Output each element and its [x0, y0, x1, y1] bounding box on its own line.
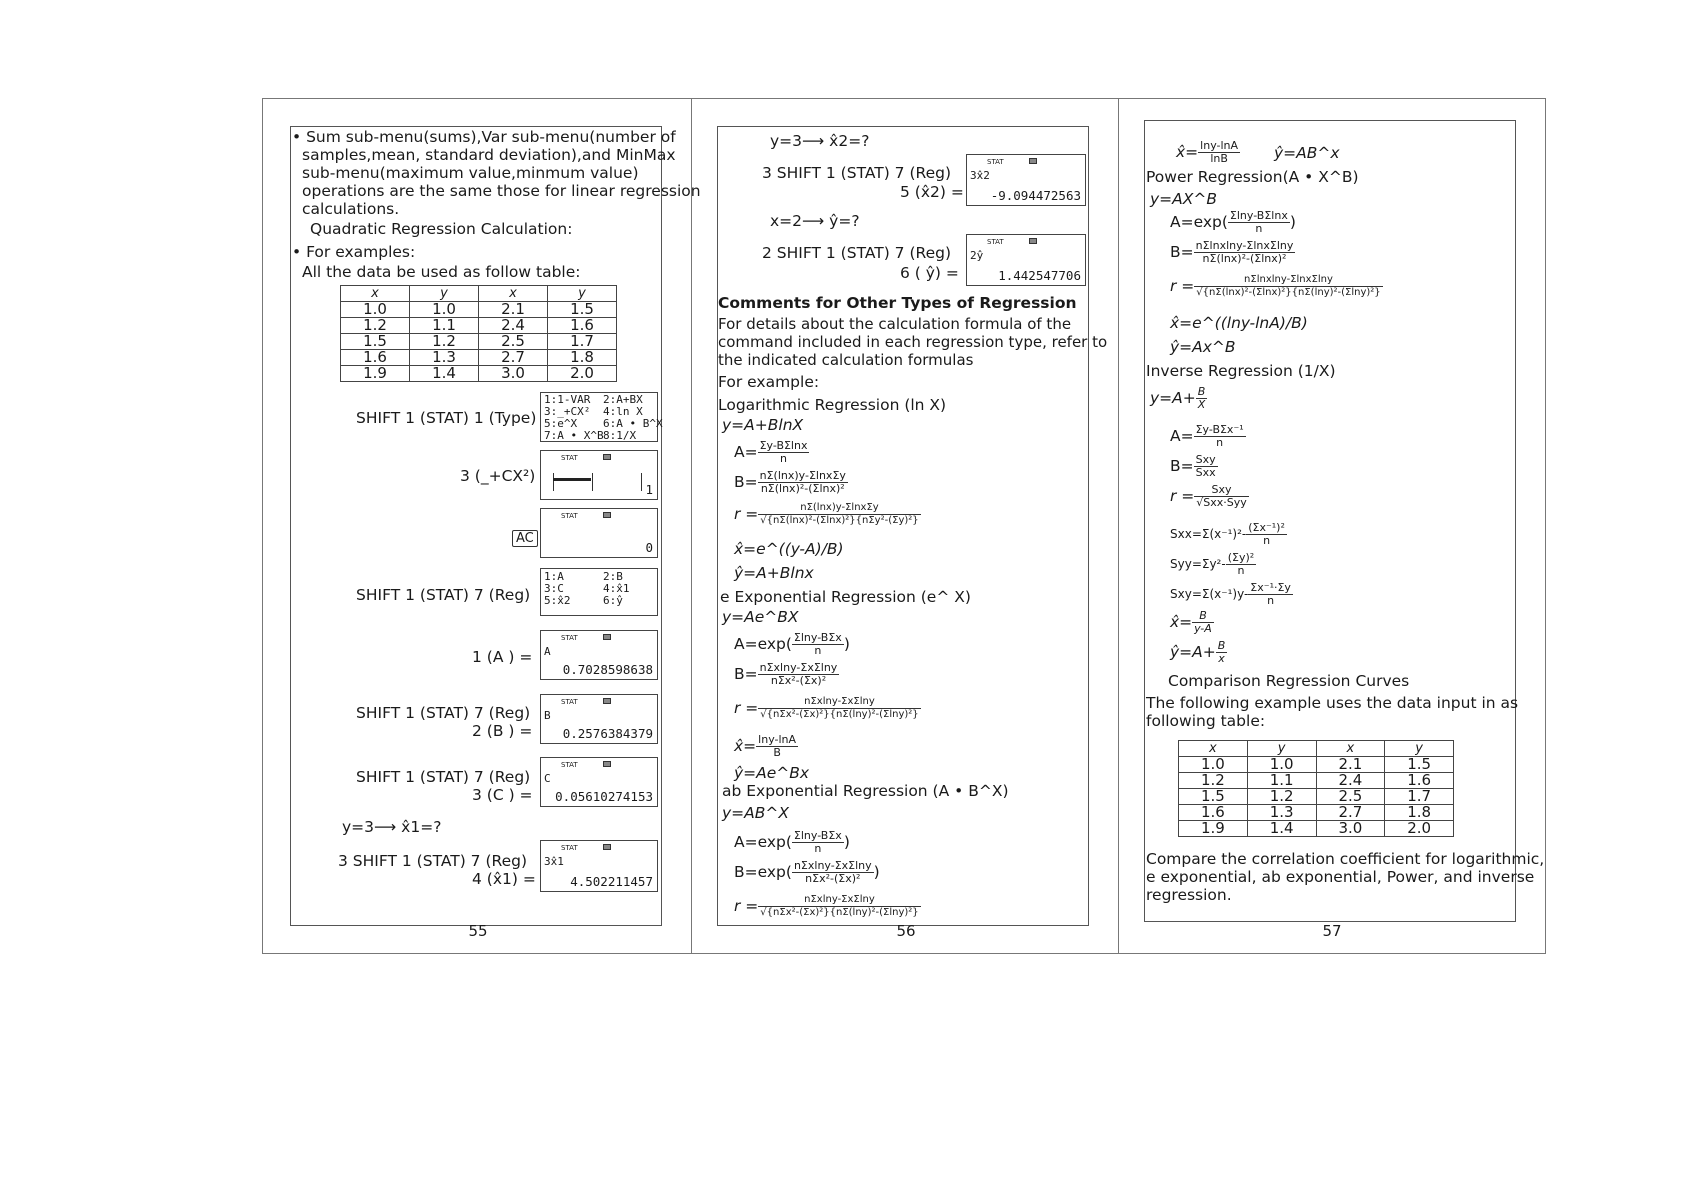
table-cell: 1.0	[410, 302, 479, 318]
display-label: 3x̂2	[970, 169, 990, 182]
table-cell: 1.2	[1247, 789, 1316, 805]
result-display-x2	[966, 154, 1086, 206]
key-sequence: SHIFT 1 (STAT) 7 (Reg)	[356, 768, 531, 786]
table-cell: 1.8	[1385, 805, 1454, 821]
formula-b	[734, 860, 880, 885]
page-divider	[691, 99, 692, 953]
text-line: e exponential, ab exponential, Power, and inverse	[1146, 868, 1535, 886]
formula-label: ŷ=A+	[1170, 643, 1216, 661]
key-sequence: 3 SHIFT 1 (STAT) 7 (Reg)	[762, 164, 952, 182]
table-cell: 2.5	[479, 334, 548, 350]
formula-xhat	[1176, 140, 1240, 165]
denominator: Sxx	[1195, 466, 1216, 479]
formula-label: y=A+	[1150, 389, 1196, 407]
formula-label: r =	[1170, 277, 1195, 295]
denominator: X	[1197, 398, 1206, 411]
denominator: √Sxx·Syy	[1196, 496, 1247, 509]
table-cell: 1.9	[1179, 821, 1248, 837]
denominator: n	[1267, 594, 1275, 607]
formula-b	[1170, 240, 1295, 265]
table-header: y	[1247, 741, 1316, 757]
result-display-c	[540, 757, 658, 807]
stat-indicator: STAT	[987, 238, 1004, 246]
key-sequence: 3 SHIFT 1 (STAT) 7 (Reg)	[338, 852, 528, 870]
page-number: 57	[1322, 922, 1342, 940]
formula-label: A=	[734, 443, 758, 461]
menu-item: 5:e^X	[544, 417, 578, 430]
battery-icon	[603, 698, 611, 704]
table-cell: 1.1	[1247, 773, 1316, 789]
section-title: Comparison Regression Curves	[1168, 672, 1410, 690]
formula-label: A=exp(	[734, 635, 792, 653]
formula: x̂=e^((y-A)/B)	[734, 540, 844, 558]
denominator: nΣx²-(Σx)²	[770, 674, 827, 687]
formula-sxy	[1170, 582, 1293, 607]
table-header: x	[1179, 741, 1248, 757]
formula-label: B=	[734, 473, 758, 491]
formula: ŷ=AB^x	[1274, 144, 1340, 162]
reg-menu-display	[540, 568, 658, 616]
battery-icon	[603, 634, 611, 640]
numerator: nΣlnxlny-ΣlnxΣlny	[1194, 274, 1382, 287]
table-cell: 1.0	[1179, 757, 1248, 773]
formula-label: B=exp(	[734, 863, 792, 881]
formula-label: r =	[1170, 487, 1195, 505]
formula-r	[734, 894, 921, 919]
formula: ŷ=Ae^Bx	[734, 764, 810, 782]
text-line: The following example uses the data input in as	[1146, 694, 1519, 712]
formula-label: B=	[1170, 457, 1194, 475]
key-sequence: 2 (B ) =	[472, 722, 533, 740]
numerator: B	[1217, 639, 1226, 652]
menu-item: 2:B	[603, 570, 623, 583]
display-value: 0.2576384379	[562, 726, 653, 741]
table-cell: 2.0	[548, 366, 617, 382]
numerator: Σlny-BΣx	[793, 829, 842, 842]
stat-indicator: STAT	[987, 158, 1004, 166]
table-cell: 1.6	[341, 350, 410, 366]
formula-label: Sxx=Σ(x⁻¹)²-	[1170, 527, 1247, 541]
paren: )	[1289, 213, 1296, 231]
numerator: nΣxlny-ΣxΣlny	[758, 696, 920, 709]
formula-eq	[1150, 386, 1207, 411]
numerator: Σlny-BΣx	[793, 631, 842, 644]
table-cell: 2.1	[1316, 757, 1385, 773]
text-line: samples,mean, standard deviation),and MinMax	[302, 146, 676, 164]
table-cell: 2.5	[1316, 789, 1385, 805]
text-line: • For examples:	[292, 243, 416, 261]
table-cell: 1.4	[1247, 821, 1316, 837]
key-sequence: 3 (C ) =	[472, 786, 533, 804]
table-cell: 1.5	[1179, 789, 1248, 805]
battery-icon	[1029, 238, 1037, 244]
formula: x̂=e^((lny-lnA)/B)	[1170, 314, 1308, 332]
formula-label: r =	[734, 505, 759, 523]
numerator: (Σy)²	[1227, 551, 1255, 564]
formula: y=AX^B	[1150, 190, 1218, 208]
battery-icon	[603, 454, 611, 460]
formula-label: x̂=	[734, 737, 757, 755]
table-cell: 3.0	[1316, 821, 1385, 837]
stat-indicator: STAT	[561, 761, 578, 769]
text-line: calculations.	[302, 200, 400, 218]
battery-icon	[1029, 158, 1037, 164]
text-line: For details about the calculation formula of the	[718, 315, 1072, 333]
question-line: y=3⟶ x̂2=?	[770, 132, 870, 150]
result-display-x1	[540, 840, 658, 892]
display-value: 4.502211457	[570, 874, 653, 889]
denominator: n	[1216, 436, 1224, 449]
menu-item: 1:A	[544, 570, 564, 583]
table-cell: 1.9	[341, 366, 410, 382]
numerator: lny-lnA	[1200, 139, 1239, 152]
text-line: • Sum sub-menu(sums),Var sub-menu(number of	[292, 128, 676, 146]
type-menu-display	[540, 392, 663, 442]
formula-r	[1170, 484, 1249, 509]
menu-item: 3:_+CX²	[544, 405, 591, 418]
denominator: x	[1218, 652, 1225, 665]
menu-item: 6:A • B^X	[603, 417, 663, 430]
paren: )	[873, 863, 880, 881]
table-cell: 1.2	[1179, 773, 1248, 789]
table-cell: 1.2	[410, 334, 479, 350]
table-cell: 1.8	[548, 350, 617, 366]
menu-item: 1:1-VAR	[544, 393, 591, 406]
display-label: 3x̂1	[544, 855, 564, 868]
section-title: ab Exponential Regression (A • B^X)	[722, 782, 1009, 800]
denominator: nΣ(lnx)²-(Σlnx)²	[1202, 252, 1287, 265]
formula-label: r =	[734, 897, 759, 915]
formula-b	[734, 662, 839, 687]
formula-yhat	[1170, 640, 1227, 665]
formula-label: B=	[1170, 243, 1194, 261]
numerator: Sxy	[1195, 453, 1216, 466]
data-table-p57	[1178, 740, 1454, 837]
section-title: Inverse Regression (1/X)	[1146, 362, 1336, 380]
menu-item: 3:C	[544, 582, 564, 595]
menu-item: 4:x̂1	[603, 582, 630, 595]
formula-b	[734, 470, 848, 495]
numerator: nΣxlny-ΣxΣlny	[793, 859, 872, 872]
formula: ŷ=Ax^B	[1170, 338, 1236, 356]
text-line: operations are the same those for linear regression	[302, 182, 701, 200]
formula-label: x̂=	[1176, 143, 1199, 161]
formula-label: A=exp(	[734, 833, 792, 851]
paren: )	[843, 635, 850, 653]
numerator: Sxy	[1194, 484, 1249, 497]
table-cell: 2.1	[479, 302, 548, 318]
section-title: Quadratic Regression Calculation:	[310, 220, 573, 238]
display-value: 0.05610274153	[555, 789, 653, 804]
table-cell: 1.3	[410, 350, 479, 366]
display-label: B	[544, 709, 551, 722]
display-label: A	[544, 645, 551, 658]
table-cell: 2.4	[1316, 773, 1385, 789]
numerator: Σy-BΣlnx	[759, 439, 808, 452]
numerator: nΣ(lnx)y-ΣlnxΣy	[759, 469, 846, 482]
table-header: y	[548, 286, 617, 302]
page-number: 55	[468, 922, 488, 940]
numerator: nΣxlny-ΣxΣlny	[759, 661, 838, 674]
display-value: 1.442547706	[998, 268, 1081, 283]
stat-indicator: STAT	[561, 512, 578, 520]
display-value: 0.7028598638	[562, 662, 653, 677]
numerator: lny-lnA	[758, 733, 797, 746]
menu-item: 5:x̂2	[544, 594, 571, 607]
stat-indicator: STAT	[561, 454, 578, 462]
key-sequence: 3 (_+CX²)	[460, 467, 536, 485]
battery-icon	[603, 761, 611, 767]
formula-xhat	[1170, 610, 1214, 635]
key-sequence: 6 ( ŷ) =	[900, 264, 959, 282]
text-line: sub-menu(maximum value,minmum value)	[302, 164, 639, 182]
denominator: y-A	[1194, 622, 1212, 635]
numerator: nΣxlny-ΣxΣlny	[758, 894, 920, 907]
text-line: regression.	[1146, 886, 1232, 904]
table-header: y	[1385, 741, 1454, 757]
display-label: 2ŷ	[970, 249, 984, 262]
text-line: the indicated calculation formulas	[718, 351, 974, 369]
result-display-a	[540, 630, 658, 680]
text-line: command included in each regression type, refer to	[718, 333, 1108, 351]
stat-indicator: STAT	[561, 634, 578, 642]
numerator: nΣ(lnx)y-ΣlnxΣy	[758, 502, 920, 515]
table-cell: 2.7	[479, 350, 548, 366]
formula-label: A=exp(	[1170, 213, 1228, 231]
table-cell: 1.7	[1385, 789, 1454, 805]
numerator: Σlny-BΣlnx	[1229, 209, 1288, 222]
key-sequence: SHIFT 1 (STAT) 7 (Reg)	[356, 704, 531, 722]
formula-a	[734, 830, 850, 855]
table-cell: 2.4	[479, 318, 548, 334]
denominator: n	[780, 452, 788, 465]
section-title: Logarithmic Regression (ln X)	[718, 396, 947, 414]
table-cell: 1.1	[410, 318, 479, 334]
table-cell: 1.0	[341, 302, 410, 318]
formula-r	[1170, 274, 1383, 299]
formula-r	[734, 502, 921, 527]
stat-indicator: STAT	[561, 844, 578, 852]
text-line: following table:	[1146, 712, 1266, 730]
denominator: B	[773, 746, 781, 759]
data-table-p55	[340, 285, 617, 382]
key-sequence: 5 (x̂2) =	[900, 183, 964, 201]
formula-label: x̂=	[1170, 613, 1193, 631]
numerator: (Σx⁻¹)²	[1248, 521, 1285, 534]
denominator: nΣx²-(Σx)²	[805, 872, 861, 885]
formula-r	[734, 696, 921, 721]
formula-b	[1170, 454, 1218, 479]
table-cell: 2.0	[1385, 821, 1454, 837]
table-cell: 1.5	[1385, 757, 1454, 773]
text-line: For example:	[718, 373, 820, 391]
formula-sxx	[1170, 522, 1287, 547]
table-cell: 1.0	[1247, 757, 1316, 773]
table-header: x	[1316, 741, 1385, 757]
formula-label: A=	[1170, 427, 1194, 445]
key-sequence: 4 (x̂1) =	[472, 870, 536, 888]
section-title: Power Regression(A • X^B)	[1146, 168, 1359, 186]
formula: y=A+BlnX	[722, 416, 804, 434]
stat-display	[540, 508, 658, 558]
menu-item: 7:A • X^B	[544, 429, 604, 442]
ac-key: AC	[512, 530, 538, 547]
formula-a	[734, 632, 850, 657]
paren: )	[843, 833, 850, 851]
formula-label: Sxy=Σ(x⁻¹)y-	[1170, 587, 1249, 601]
question-line: y=3⟶ x̂1=?	[342, 818, 442, 836]
battery-icon	[603, 512, 611, 518]
cursor-bar-icon	[553, 478, 591, 481]
key-sequence: SHIFT 1 (STAT) 1 (Type)	[356, 409, 537, 427]
question-line: x=2⟶ ŷ=?	[770, 212, 860, 230]
formula-xhat	[734, 734, 798, 759]
grid-icon	[611, 473, 642, 491]
table-cell: 1.6	[548, 318, 617, 334]
denominator: n	[814, 644, 822, 657]
key-sequence: 2 SHIFT 1 (STAT) 7 (Reg)	[762, 244, 952, 262]
denominator: √{nΣ(lnx)²-(Σlnx)²}{nΣy²-(Σy)²}	[760, 515, 919, 526]
table-cell: 1.3	[1247, 805, 1316, 821]
menu-item: 8:1/X	[603, 429, 637, 442]
table-header: y	[410, 286, 479, 302]
numerator: B	[1197, 385, 1206, 398]
table-cell: 1.4	[410, 366, 479, 382]
text-line: All the data be used as follow table:	[302, 263, 581, 281]
numerator: nΣlnxlny-ΣlnxΣlny	[1195, 239, 1294, 252]
formula: ŷ=A+Blnx	[734, 564, 814, 582]
key-sequence: SHIFT 1 (STAT) 7 (Reg)	[356, 586, 531, 604]
denominator: n	[1237, 564, 1245, 577]
denominator: n	[814, 842, 822, 855]
page-number: 56	[896, 922, 916, 940]
denominator: √{nΣx²-(Σx)²}{nΣ(lny)²-(Σlny)²}	[760, 709, 919, 720]
stat-indicator: STAT	[561, 698, 578, 706]
table-cell: 3.0	[479, 366, 548, 382]
key-sequence	[512, 528, 540, 547]
text-line: Compare the correlation coefficient for logarithmic,	[1146, 850, 1545, 868]
table-cell: 2.7	[1316, 805, 1385, 821]
table-cell: 1.5	[548, 302, 617, 318]
numerator: Σx⁻¹·Σy	[1250, 581, 1291, 594]
denominator: √{nΣx²-(Σx)²}{nΣ(lny)²-(Σlny)²}	[760, 907, 919, 918]
menu-item: 2:A+BX	[603, 393, 643, 406]
section-title: Comments for Other Types of Regression	[718, 294, 1077, 312]
formula-a	[1170, 424, 1246, 449]
table-cell: 1.6	[1385, 773, 1454, 789]
battery-icon	[603, 844, 611, 850]
display-value: -9.094472563	[990, 188, 1081, 203]
denominator: n	[1255, 222, 1263, 235]
formula-a	[734, 440, 809, 465]
grid-icon	[553, 473, 593, 491]
menu-item: 4:ln X	[603, 405, 643, 418]
page-divider	[1118, 99, 1119, 953]
table-header: x	[479, 286, 548, 302]
display-label: C	[544, 772, 551, 785]
numerator: B	[1192, 610, 1214, 623]
formula: y=AB^X	[722, 804, 790, 822]
denominator: n	[1263, 534, 1271, 547]
menu-item: 6:ŷ	[603, 594, 623, 607]
display-value: 1	[645, 482, 653, 497]
formula-label: B=	[734, 665, 758, 683]
denominator: nΣ(lnx)²-(Σlnx)²	[760, 482, 845, 495]
table-cell: 1.7	[548, 334, 617, 350]
formula-syy	[1170, 552, 1256, 577]
formula-label: Syy=Σy²-	[1170, 557, 1226, 571]
denominator: √{nΣ(lnx)²-(Σlnx)²}{nΣ(lny)²-(Σlny)²}	[1196, 287, 1381, 298]
table-cell: 1.6	[1179, 805, 1248, 821]
formula: y=Ae^BX	[722, 608, 799, 626]
formula-label: r =	[734, 699, 759, 717]
section-title: e Exponential Regression (e^ X)	[720, 588, 971, 606]
numerator: Σy-BΣx⁻¹	[1195, 423, 1244, 436]
key-sequence: 1 (A ) =	[472, 648, 533, 666]
table-cell: 1.2	[341, 318, 410, 334]
stat-editor-display	[540, 450, 658, 500]
display-value: 0	[645, 540, 653, 555]
result-display-y	[966, 234, 1086, 286]
table-header: x	[341, 286, 410, 302]
denominator: lnB	[1210, 152, 1228, 165]
table-cell: 1.5	[341, 334, 410, 350]
formula-a	[1170, 210, 1296, 235]
result-display-b	[540, 694, 658, 744]
